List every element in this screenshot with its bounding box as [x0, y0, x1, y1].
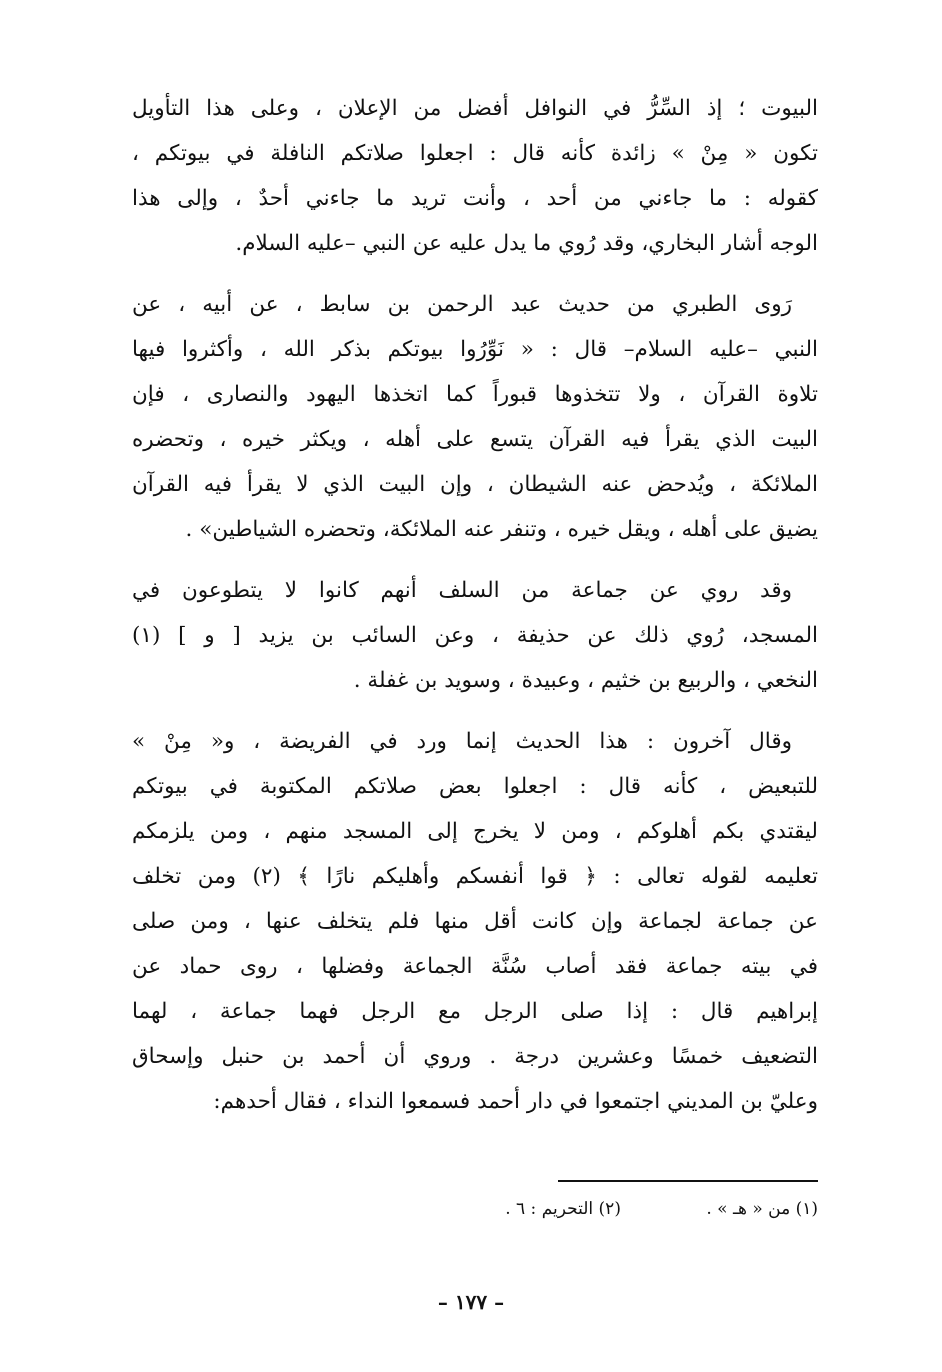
text-line: تعليمه لقوله تعالى : ﴿ قوا أنفسكم وأهليكم نارًا ﴾ (٢) ومن تخلف	[132, 864, 818, 889]
text-line: وعليّ بن المديني اجتمعوا في دار أحمد فسمعوا النداء ، فقال أحدهم:	[213, 1089, 818, 1114]
text-line: وقال آخرون : هذا الحديث إنما ورد في الفريضة ، و« مِنْ »	[132, 729, 792, 754]
text-line: رَوى الطبري من حديث عبد الرحمن بن سابط ، عن أبيه ، عن	[132, 292, 792, 317]
text-line: يضيق على أهله ، ويقل خيره ، وتنفر عنه الملائكة، وتحضره الشياطين» .	[185, 517, 818, 542]
paragraph-1	[132, 86, 818, 266]
footnote-2: (٢) التحريم : ٦ .	[505, 1199, 621, 1219]
footnote-1: (١) من « هـ » .	[706, 1199, 818, 1219]
text-line: البيت الذي يقرأ فيه القرآن يتسع على أهله ، ويكثر خيره ، وتحضره	[132, 427, 818, 452]
text-line: كقوله : ما جاءني من أحد ، وأنت تريد ما جاءني أحدٌ ، وإلى هذا	[132, 186, 818, 211]
paragraph-4	[132, 719, 818, 1124]
main-text	[132, 86, 818, 1140]
text-line: إبراهيم قال : إذا صلى الرجل مع الرجل فهما جماعة ، لهما	[132, 999, 818, 1024]
footnote-separator	[558, 1180, 818, 1182]
text-line: تلاوة القرآن ، ولا تتخذوها قبوراً كما اتخذها اليهود والنصارى ، فإن	[132, 382, 818, 407]
text-line: تكون « مِنْ » زائدة كأنه قال : اجعلوا صلاتكم النافلة في بيوتكم ،	[132, 141, 818, 166]
text-line: عن جماعة لجماعة وإن كانت أقل منها فلم يتخلف عنها ، ومن صلى	[132, 909, 818, 934]
text-line: التضعيف خمسًا وعشرين درجة . وروي أن أحمد بن حنبل وإسحاق	[132, 1044, 818, 1069]
text-line: ليقتدي بكم أهلوكم ، ومن لا يخرج إلى المسجد منهم ، ومن يلزمكم	[132, 819, 818, 844]
text-line: النبي –عليه السلام– قال : « نَوِّرُوا بيوتكم بذكر الله ، وأكثروا فيها	[132, 337, 818, 362]
text-line: وقد روي عن جماعة من السلف أنهم كانوا لا يتطوعون في	[132, 578, 792, 603]
text-line: الملائكة ، ويُدحض عنه الشيطان ، وإن البيت الذي لا يقرأ فيه القرآن	[132, 472, 818, 497]
text-line: النخعي ، والربيع بن خثيم ، وعبيدة ، وسويد بن غفلة .	[353, 668, 818, 693]
text-line: المسجد، رُوي ذلك عن حذيفة ، وعن السائب بن يزيد [ و ] (١)	[132, 623, 818, 648]
paragraph-3	[132, 568, 818, 703]
paragraph-2	[132, 282, 818, 552]
text-line: في بيته جماعة فقد أصاب سُنَّة الجماعة وفضلها ، روى حماد عن	[132, 954, 818, 979]
page-number: – ١٧٧ –	[437, 1290, 505, 1314]
text-line: للتبعيض ، كأنه قال : اجعلوا بعض صلاتكم المكتوبة في بيوتكم	[132, 774, 818, 799]
text-line: الوجه أشار البخاري، وقد رُوي ما يدل عليه عن النبي –عليه السلام.	[235, 231, 818, 256]
text-line: البيوت ؛ إذ السِّرُّ في النوافل أفضل من الإعلان ، وعلى هذا التأويل	[132, 96, 818, 121]
footnotes	[258, 1196, 818, 1222]
